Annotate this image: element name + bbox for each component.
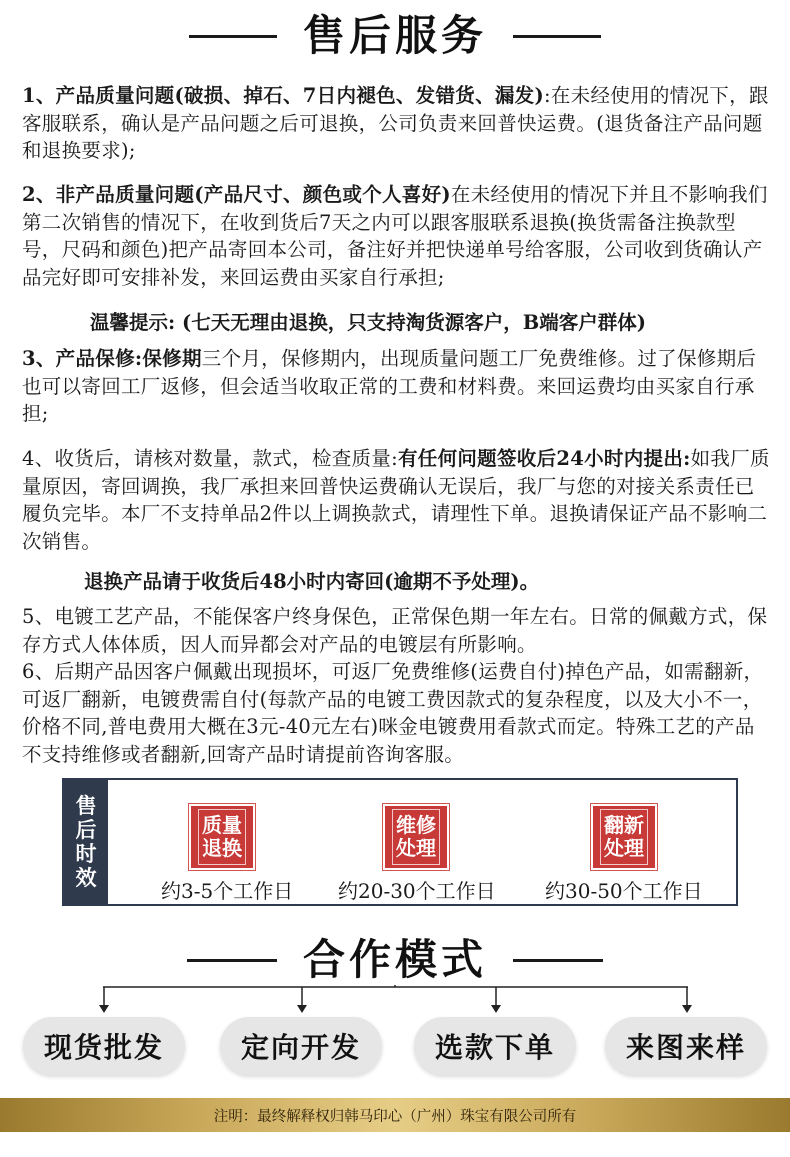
policy-item-1-heading: 1、产品质量问题(破损、掉石、7日内褪色、发错货、漏发) (22, 84, 544, 107)
title-line-left (189, 35, 277, 38)
stamp-line: 翻新 (604, 813, 644, 837)
cooperation-title: 合作模式 (302, 935, 487, 984)
mode-custom-by-sample: 来图来样 (605, 1017, 767, 1075)
policy-item-2-text: 在未经使用的情况下并且不影响我们第二次销售的情况下，在收到货后7天之内可以跟客服联系退换(换货需备注换款型号，尺码和颜色)把产品寄回本公司，备注好并把快递单号给客服，公司收到货确认产品完好即可安排补发，来回运费由买家自行承担; (22, 183, 768, 289)
quality-return-stamp (191, 806, 253, 868)
timeliness-label-char: 时 (75, 841, 97, 866)
stamp-line: 维修 (396, 813, 436, 837)
title-line-right (513, 35, 601, 38)
policy-item-4-heading: 有任何问题签收后24小时内提出: (397, 447, 691, 470)
footer-disclaimer: 注明：最终解释权归韩马印心（广州）珠宝有限公司所有 (0, 1098, 790, 1132)
mode-select-and-order: 选款下单 (414, 1017, 576, 1075)
timeliness-label-char: 售 (75, 793, 97, 818)
cooperation-title-row (0, 930, 790, 990)
policy-item-3-text: 三个月，保修期内，出现质量问题工厂免费维修。过了保修期后也可以寄回工厂返修，但会适当收取正常的工费和材料费。来回运费均由买家自行承担; (22, 347, 757, 425)
policy-item-1-text: :在未经使用的情况下，跟客服联系，确认是产品问题之后可退换，公司负责来回普快运费。(退货备注产品问题和退换要求); (22, 84, 769, 162)
policy-item-3-heading: 3、产品保修:保修期 (22, 347, 202, 370)
policy-item-2-heading: 2、非产品质量问题(产品尺寸、颜色或个人喜好) (22, 183, 451, 206)
arrow-down-icon (99, 987, 109, 1013)
policy-item-5: 5、电镀工艺产品，不能保客户终身保色，正常保色期一年左右。日常的佩戴方式，保存方式人体体质，因人而异都会对产品的电镀层有所影响。 (22, 605, 768, 656)
timeliness-label-char: 效 (75, 865, 97, 890)
policy-item-4 (22, 445, 774, 555)
timeliness-label-char: 后 (75, 817, 97, 842)
stamp-inner (392, 809, 440, 865)
arrow-down-icon (682, 987, 692, 1013)
stamp-inner (198, 809, 246, 865)
arrow-down-icon (297, 987, 307, 1013)
after-sales-title-row (0, 6, 790, 66)
quality-return-days: 约3-5个工作日 (161, 879, 294, 903)
mode-spot-wholesale: 现货批发 (23, 1017, 185, 1075)
policy-item-2 (22, 181, 774, 291)
refurbish-stamp (593, 806, 655, 868)
mode-directed-development: 定向开发 (220, 1017, 382, 1075)
timeliness-label (64, 780, 108, 904)
stamp-inner (600, 809, 648, 865)
stamp-line: 退换 (202, 836, 242, 860)
notice-seven-day: 温馨提示: (七天无理由退换，只支持淘货源客户，B端客户群体) (90, 311, 646, 334)
policy-item-4-text-b: 如我厂质量原因，寄回调换，我厂承担来回普快运费确认无误后，我厂与您的对接关系责任已履负完毕。本厂不支持单品2件以上调换款式，请理性下单。退换请保证产品不影响二次销售。 (22, 447, 770, 553)
repair-stamp (385, 806, 447, 868)
policy-item-6: 6、后期产品因客户佩戴出现损坏，可返厂免费维修(运费自付)掉色产品，如需翻新，可返厂翻新，电镀费需自付(每款产品的电镀工费因款式的复杂程度，以及大小不一，价格不同,普电费用大概在3元-40元左右)咪金电镀费用看款式而定。特殊工艺的产品不支持维修或者翻新,回寄产品时请提前咨询客服。 (22, 660, 764, 766)
arrow-down-icon (491, 987, 501, 1013)
title-line-right (513, 959, 603, 962)
policy-item-1 (22, 82, 774, 165)
policy-item-3 (22, 345, 774, 428)
after-sales-title: 售后服务 (302, 11, 487, 60)
title-line-left (187, 959, 277, 962)
after-sales-timeliness-box (62, 778, 738, 906)
notice-48-hours: 退换产品请于收货后48小时内寄回(逾期不予处理)。 (84, 570, 540, 593)
policy-item-4-text-a: 4、收货后，请核对数量，款式，检查质量: (22, 447, 398, 470)
cooperation-connector (0, 985, 790, 1015)
stamp-line: 处理 (396, 836, 436, 860)
repair-days: 约20-30个工作日 (338, 879, 496, 903)
stamp-line: 质量 (202, 813, 242, 837)
refurbish-days: 约30-50个工作日 (545, 879, 703, 903)
stamp-line: 处理 (604, 836, 644, 860)
